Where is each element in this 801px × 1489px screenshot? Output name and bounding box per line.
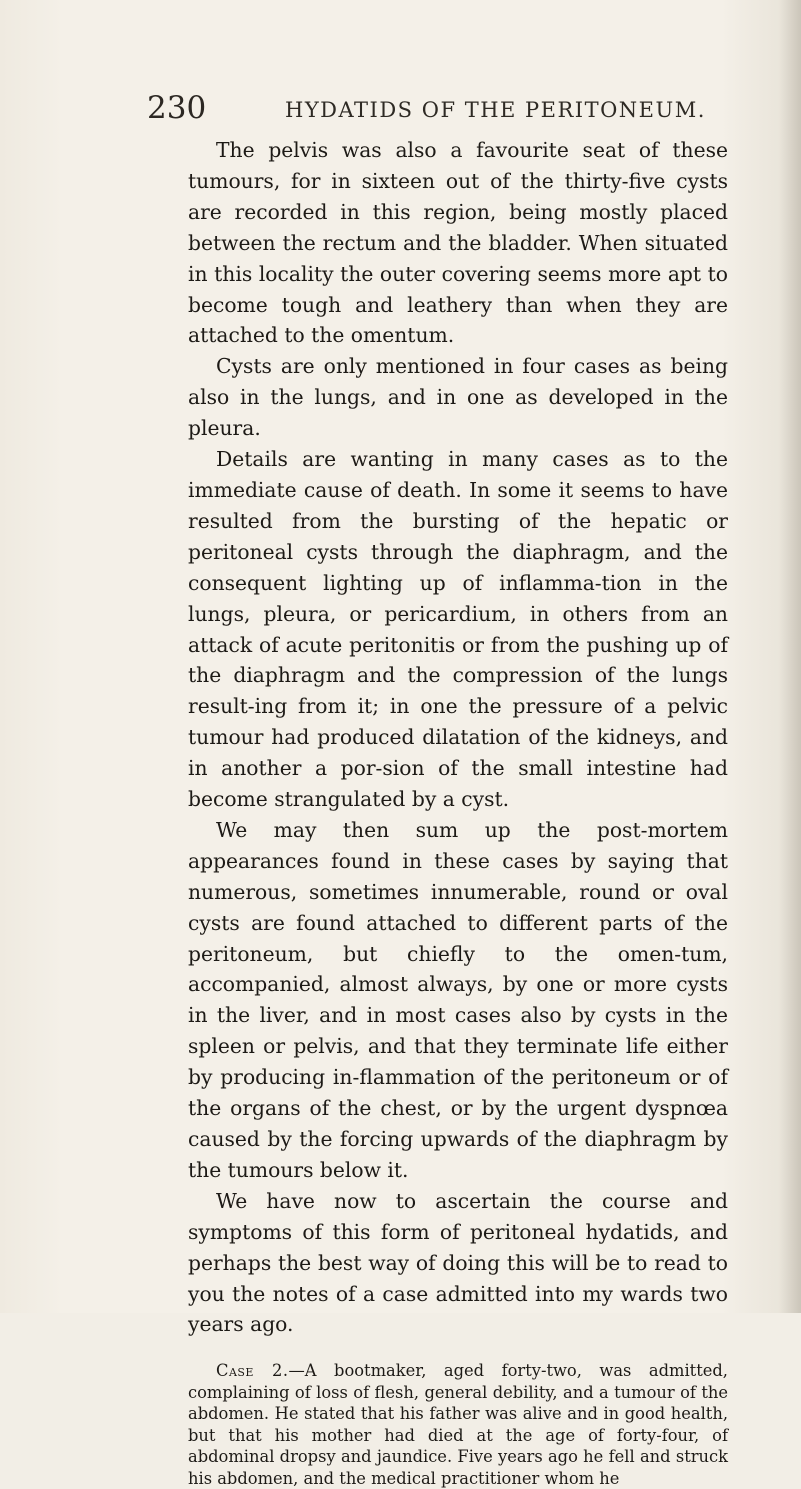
paragraph-pelvis: The pelvis was also a favourite seat of these tumours, for in sixteen out of the thirty-five cysts are recorded in this region, being mostly placed between the rectum and the bladder. When situated in this locality the outer covering seems more apt to become tough and leathery than when they are attached to the omentum. bbox=[188, 138, 728, 348]
paragraph-cause-of-death: Details are wanting in many cases as to the immediate cause of death. In some it seems to have resulted from the bursting of the hepatic or peritoneal cysts through the diaphragm, and the consequent lighting up of inflamma-tion in the lungs, pleura, or pericardium, in others from an attack of acute peritonitis or from the pushing up of the diaphragm and the compression of the lungs result-ing from it; in one the pressure of a pelvic tumour had produced dilatation of the kidneys, and in another a por-sion of the small intestine had become strangulated by a cyst. bbox=[188, 447, 728, 812]
page-number: 230 bbox=[147, 90, 207, 126]
body-text bbox=[188, 135, 728, 1489]
page-header bbox=[147, 88, 707, 128]
case-report bbox=[188, 1360, 728, 1489]
page-edge-shadow bbox=[779, 0, 801, 1313]
paragraph-course-symptoms: We have now to ascertain the course and symptoms of this form of peritoneal hydatids, and perhaps the best way of doing this will be to read to you the notes of a case admitted into my wards two years ago. bbox=[188, 1188, 728, 1337]
case-label: Case 2. bbox=[216, 1361, 289, 1381]
running-head: HYDATIDS OF THE PERITONEUM. bbox=[285, 98, 706, 122]
case-text: —A bootmaker, aged forty-two, was admitted, complaining of loss of flesh, general debility, and a tumour of the abdomen. He stated that his father was alive and in good health, but that his mother had died at the age of forty-four, of abdominal dropsy and jaundice. Five years ago he fell and struck his abdomen, and the medical practitioner whom he bbox=[188, 1361, 728, 1488]
paragraph-lungs: Cysts are only mentioned in four cases as being also in the lungs, and in one as developed in the pleura. bbox=[188, 354, 728, 441]
paragraph-summary: We may then sum up the post-mortem appearances found in these cases by saying that numerous, sometimes innumerable, round or oval cysts are found attached to different parts of the peritoneum, but chiefly to the omen-tum, accompanied, almost always, by one or more cysts in the liver, and in most cases also by cysts in the spleen or pelvis, and that they terminate life either by producing in-flammation of the peritoneum or of the organs of the chest, or by the urgent dyspnœa caused by the forcing upwards of the diaphragm by the tumours below it. bbox=[188, 817, 728, 1182]
